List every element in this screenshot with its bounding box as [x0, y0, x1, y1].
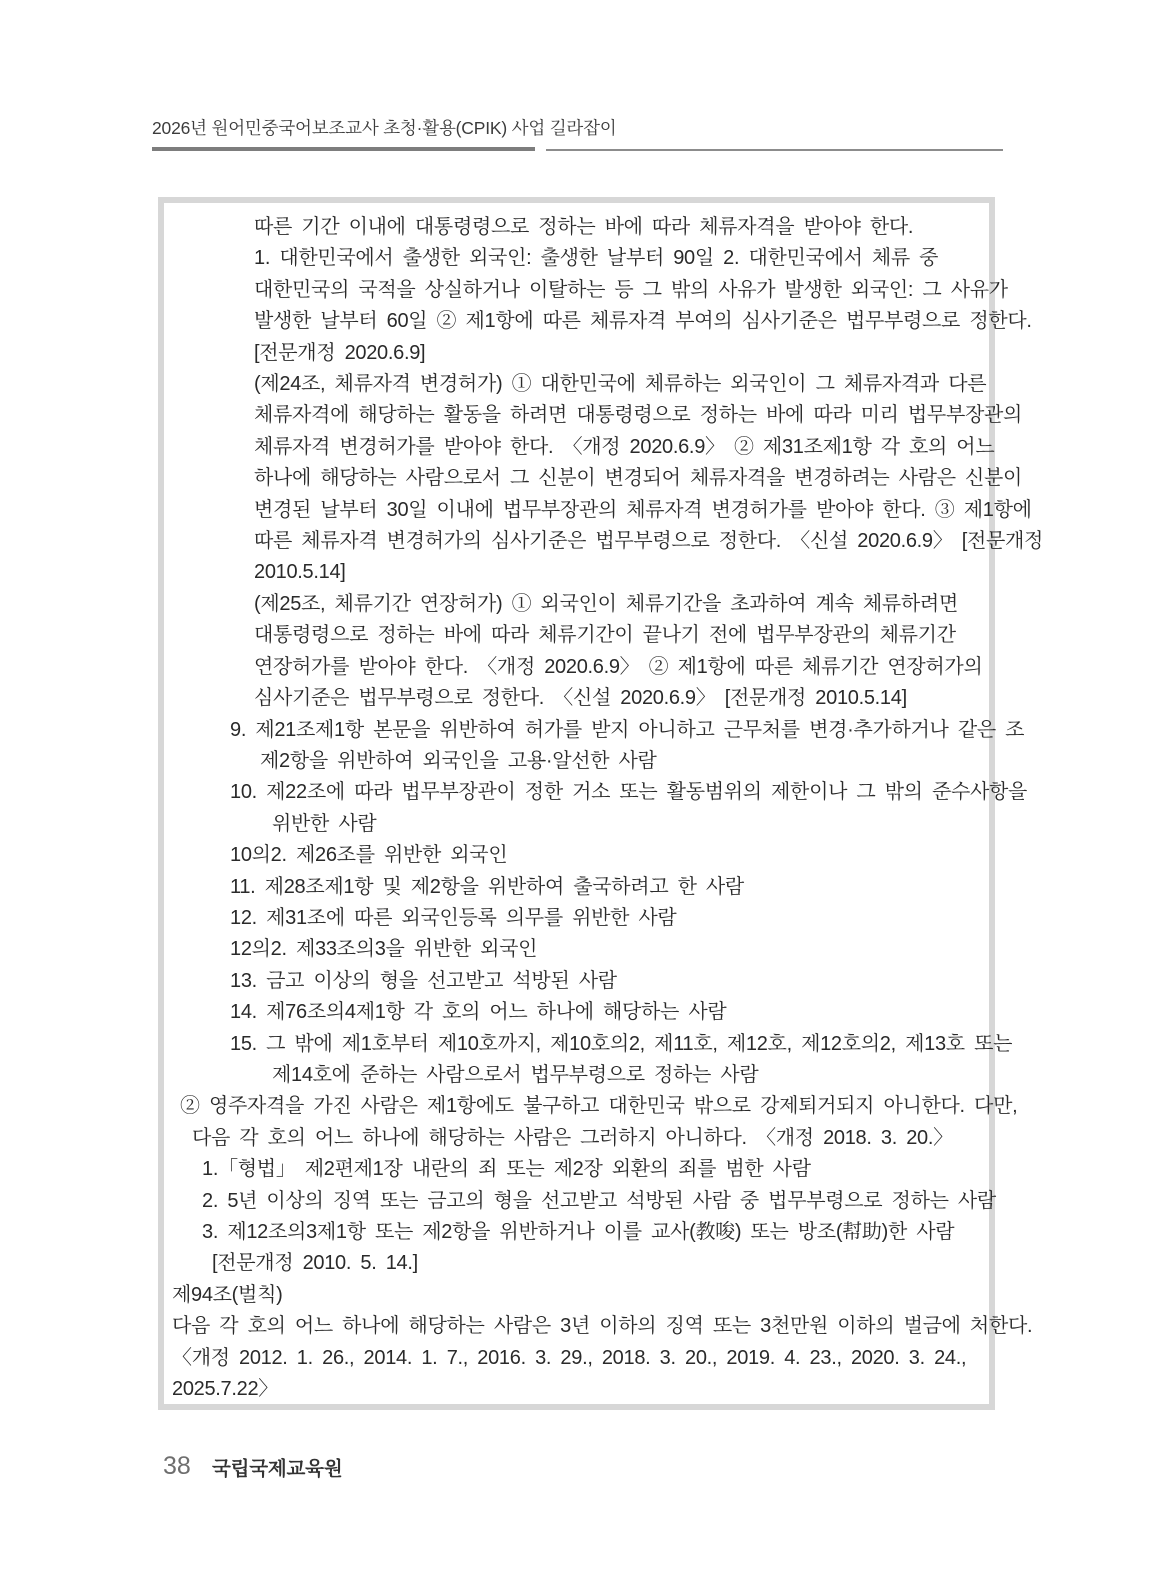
- law-text-line: 1. 대한민국에서 출생한 외국인: 출생한 날부터 90일 2. 대한민국에서 체류 중: [254, 247, 939, 270]
- law-text-line: 하나에 해당하는 사람으로서 그 신분이 변경되어 체류자격을 변경하려는 사람은 신분이: [254, 467, 1023, 490]
- header-rule-thick: [152, 147, 535, 151]
- law-list-item: 15. 그 밖에 제1호부터 제10호까지, 제10호의2, 제11호, 제12호, 제12호의2, 제13호 또는: [230, 1032, 1013, 1055]
- law-article-title: 제94조(벌칙): [172, 1283, 283, 1306]
- law-text-line: 2010.5.14]: [254, 561, 346, 584]
- law-list-item: 12. 제31조에 따른 외국인등록 의무를 위반한 사람: [230, 906, 677, 929]
- law-text-line: 대한민국의 국적을 상실하거나 이탈하는 등 그 밖의 사유가 발생한 외국인: 그 사유가: [254, 278, 1008, 301]
- law-list-item: 2. 5년 이상의 징역 또는 금고의 형을 선고받고 석방된 사람 중 법무부령으로 정하는 사람: [202, 1189, 996, 1212]
- law-text-line: 연장허가를 받아야 한다. 〈개정 2020.6.9〉 ② 제1항에 따른 체류기간 연장허가의: [254, 655, 983, 678]
- law-text-line: [전문개정 2020.6.9]: [254, 341, 426, 364]
- law-text-line: 제2항을 위반하여 외국인을 고용·알선한 사람: [260, 749, 657, 772]
- header-title: 2026년 원어민중국어보조교사 초청·활용(CPIK) 사업 길라잡이: [152, 118, 617, 138]
- page-number: 38: [163, 1452, 191, 1480]
- header-rule-thin: [546, 149, 1003, 151]
- law-text-line: 위반한 사람: [272, 812, 377, 835]
- law-list-item: 10의2. 제26조를 위반한 외국인: [230, 844, 508, 867]
- law-excerpt-box: [158, 197, 1044, 1410]
- footer-organization: 국립국제교육원: [212, 1458, 343, 1480]
- law-text-line: 심사기준은 법무부령으로 정한다. 〈신설 2020.6.9〉 [전문개정 2010.5.14]: [254, 687, 907, 710]
- law-text-line: 발생한 날부터 60일 ② 제1항에 따른 체류자격 부여의 심사기준은 법무부령으로 정한다.: [254, 310, 1032, 333]
- law-text-line: 2025.7.22〉: [172, 1378, 278, 1401]
- law-clause: ② 영주자격을 가진 사람은 제1항에도 불구하고 대한민국 밖으로 강제퇴거되지 아니한다. 다만,: [180, 1095, 1018, 1118]
- law-list-item: 1.「형법」 제2편제1장 내란의 죄 또는 제2장 외환의 죄를 범한 사람: [202, 1158, 811, 1181]
- law-list-item: 12의2. 제33조의3을 위반한 외국인: [230, 938, 538, 961]
- law-text-line: 대통령령으로 정하는 바에 따라 체류기간이 끝나기 전에 법무부장관의 체류기간: [254, 624, 956, 647]
- law-list-item: 3. 제12조의3제1항 또는 제2항을 위반하거나 이를 교사(教唆) 또는 방조(幇助)한 사람: [202, 1221, 955, 1243]
- law-text-line: 따른 체류자격 변경허가의 심사기준은 법무부령으로 정한다. 〈신설 2020.6.9〉 [전문개정: [254, 530, 1044, 553]
- law-text-line: 따른 기간 이내에 대통령령으로 정하는 바에 따라 체류자격을 받아야 한다.: [254, 216, 914, 238]
- law-list-item: 9. 제21조제1항 본문을 위반하여 허가를 받지 아니하고 근무처를 변경·추가하거나 같은 조: [230, 718, 1025, 741]
- law-list-item: 10. 제22조에 따라 법무부장관이 정한 거소 또는 활동범위의 제한이나 그 밖의 준수사항을: [230, 781, 1028, 804]
- law-text-line: 다음 각 호의 어느 하나에 해당하는 사람은 3년 이하의 징역 또는 3천만원 이하의 벌금에 처한다.: [172, 1315, 1033, 1338]
- law-text-line: 변경된 날부터 30일 이내에 법무부장관의 체류자격 변경허가를 받아야 한다. ③ 제1항에: [254, 498, 1032, 521]
- law-list-item: 14. 제76조의4제1항 각 호의 어느 하나에 해당하는 사람: [230, 1001, 727, 1024]
- law-text-line: (제24조, 체류자격 변경허가) ① 대한민국에 체류하는 외국인이 그 체류자격과 다른: [254, 373, 987, 396]
- law-list-item: 13. 금고 이상의 형을 선고받고 석방된 사람: [230, 969, 617, 992]
- law-text-line: 다음 각 호의 어느 하나에 해당하는 사람은 그러하지 아니하다. 〈개정 2018. 3. 20.〉: [192, 1126, 953, 1149]
- law-text-line: [전문개정 2010. 5. 14.]: [212, 1252, 418, 1275]
- law-list-item: 11. 제28조제1항 및 제2항을 위반하여 출국하려고 한 사람: [230, 875, 744, 898]
- law-text-line: 〈개정 2012. 1. 26., 2014. 1. 7., 2016. 3. 29., 2018. 3. 20., 2019. 4. 23., 2020. 3. 24.,: [172, 1346, 967, 1369]
- law-text-line: 제14호에 준하는 사람으로서 법무부령으로 정하는 사람: [272, 1063, 759, 1086]
- law-text-line: 체류자격에 해당하는 활동을 하려면 대통령령으로 정하는 바에 따라 미리 법무부장관의: [254, 404, 1023, 427]
- law-text-line: 체류자격 변경허가를 받아야 한다. 〈개정 2020.6.9〉 ② 제31조제1항 각 호의 어느: [254, 435, 995, 458]
- law-text-line: (제25조, 체류기간 연장허가) ① 외국인이 체류기간을 초과하여 계속 체류하려면: [254, 592, 958, 615]
